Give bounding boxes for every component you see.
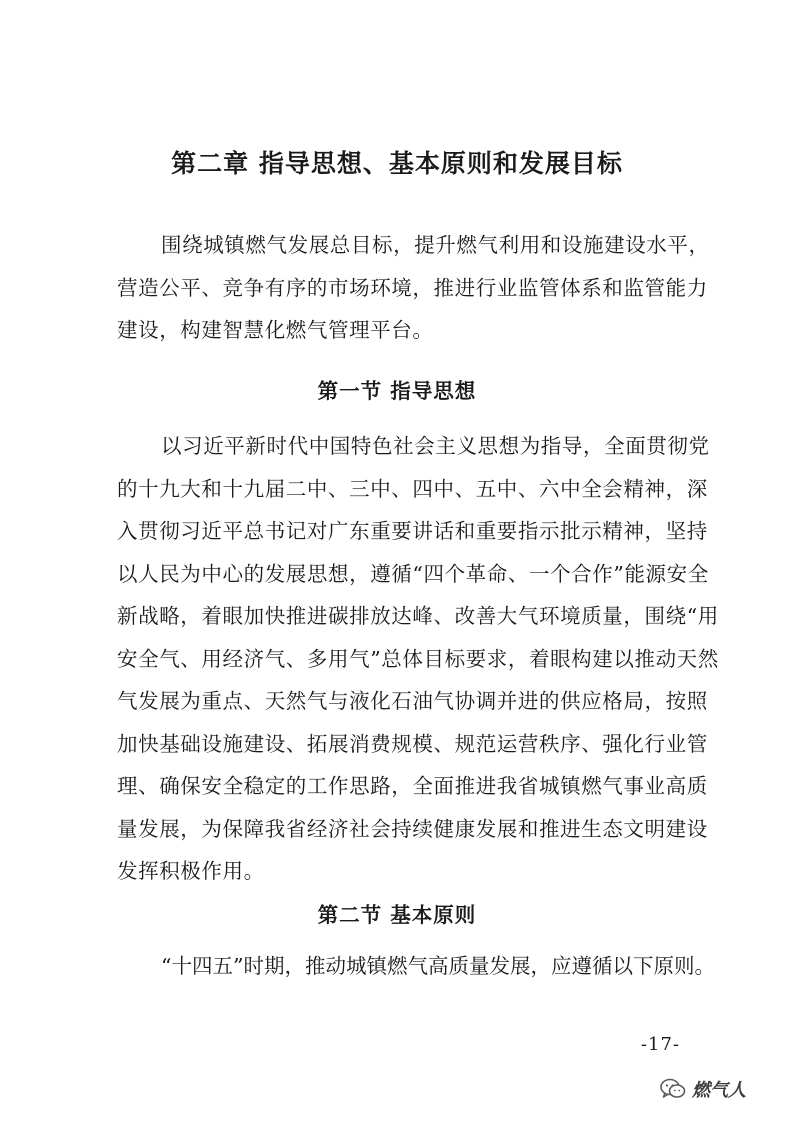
intro-line: 围绕城镇燃气发展总目标，提升燃气利用和设施建设水平，: [161, 233, 710, 257]
watermark: [660, 1076, 746, 1102]
paragraph-line: 入贯彻习近平总书记对广东重要讲话和重要指示批示精神，坚持: [117, 519, 708, 543]
paragraph-line: 加快基础设施建设、拓展消费规模、规范运营秩序、强化行业管: [117, 731, 708, 756]
paragraph-line: 气发展为重点、天然气与液化石油气协调并进的供应格局，按照: [117, 689, 708, 713]
paragraph-line: 安全气、用经济气、多用气”总体目标要求，着眼构建以推动天然: [117, 646, 719, 671]
wechat-icon: [660, 1078, 686, 1100]
paragraph-line: 以人民为中心的发展思想，遵循“四个革命、一个合作”能源安全: [117, 561, 709, 586]
watermark-text: 燃气人: [692, 1080, 746, 1101]
principles-intro-line: “十四五”时期，推动城镇燃气高质量发展，应遵循以下原则。: [161, 954, 715, 978]
page-number: -17-: [640, 1034, 680, 1055]
intro-line: 建设，构建智慧化燃气管理平台。: [117, 318, 434, 342]
intro-paragraph: [117, 224, 710, 352]
paragraph-line: 理、确保安全稳定的工作思路，全面推进我省城镇燃气事业高质: [117, 774, 708, 798]
intro-line: 营造公平、竞争有序的市场环境，推进行业监管体系和监管能力: [117, 275, 708, 300]
paragraph-line: 新战略，着眼加快推进碳排放达峰、改善大气环境质量，围绕“用: [117, 604, 719, 628]
paragraph-line: 以习近平新时代中国特色社会主义思想为指导，全面贯彻党: [161, 434, 710, 458]
section-title-basic-principles: 第二节 基本原则: [317, 903, 477, 927]
section-title-guiding-ideology: 第一节 指导思想: [317, 379, 477, 403]
paragraph-line: 发挥积极作用。: [117, 859, 265, 883]
paragraph-line: 的十九大和十九届二中、三中、四中、五中、六中全会精神，深: [117, 476, 708, 501]
guiding-ideology-paragraph: [117, 425, 719, 893]
paragraph-line: 量发展，为保障我省经济社会持续健康发展和推进生态文明建设: [117, 816, 708, 841]
chapter-title: 第二章 指导思想、基本原则和发展目标: [171, 149, 623, 178]
